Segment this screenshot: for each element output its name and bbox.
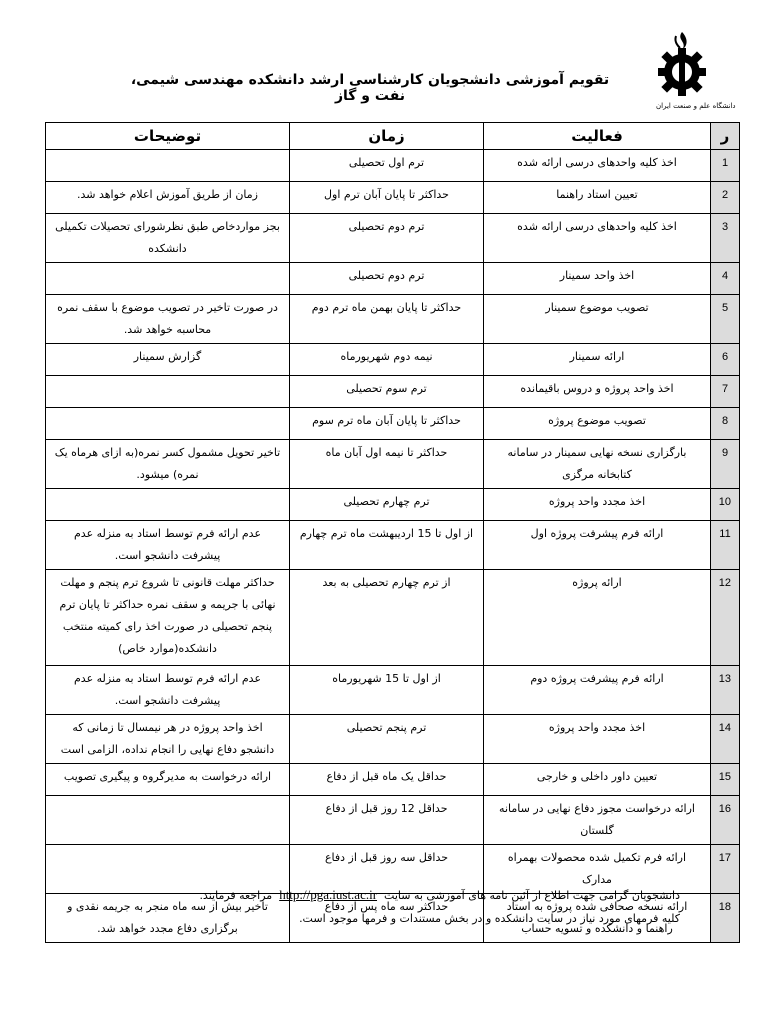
table-row [46,408,740,440]
row-number: 6 [711,344,740,376]
row-activity: اخذ مجدد واحد پروژه [484,715,711,764]
row-number: 10 [711,489,740,521]
row-activity: ارائه درخواست مجوز دفاع نهایی در سامانه گلستان [484,796,711,845]
row-activity: تصویب موضوع پروژه [484,408,711,440]
row-number: 1 [711,150,740,182]
table-row [46,344,740,376]
row-number: 11 [711,521,740,570]
table-row [46,376,740,408]
row-description: حداکثر مهلت قانونی تا شروع ترم پنجم و مهلت نهائی با جریمه و سقف نمره حداکثر تا پایان ترم پنجم تحصیلی در صورت اخذ رای کمیته منتخب دانشکده(موارد خاص) [46,570,290,666]
header-description: توضیحات [46,123,290,150]
row-activity: اخذ واحد سمینار [484,263,711,295]
calendar-table [45,122,740,943]
table-row [46,263,740,295]
row-activity: اخذ مجدد واحد پروژه [484,489,711,521]
row-time: ترم اول تحصیلی [290,150,484,182]
row-time: حداقل یک ماه قبل از دفاع [290,764,484,796]
row-activity: ارائه پروژه [484,570,711,666]
table-row [46,440,740,489]
table-row [46,489,740,521]
table-row [46,150,740,182]
table-header-row [46,123,740,150]
table-row [46,666,740,715]
header-num: ر [711,123,740,150]
row-time: حداکثر تا پایان آبان ترم اول [290,182,484,214]
row-time: ترم دوم تحصیلی [290,263,484,295]
table-row [46,570,740,666]
table-row [46,521,740,570]
row-activity: تعیین استاد راهنما [484,182,711,214]
row-number: 7 [711,376,740,408]
row-activity: اخذ کلیه واحدهای درسی ارائه شده [484,214,711,263]
table-row [46,182,740,214]
row-description: بجز مواردخاص طبق نظرشورای تحصیلات تکمیلی دانشکده [46,214,290,263]
row-description [46,796,290,845]
row-time: از ترم چهارم تحصیلی به بعد [290,570,484,666]
header-activity: فعالیت [484,123,711,150]
row-time: حداقل سه روز قبل از دفاع [290,845,484,894]
row-description [46,263,290,295]
footer-text-before: دانشجویان گرامی جهت اطلاع از آئین نامه های آموزشی به سایت [384,889,680,902]
row-activity: ارائه فرم پیشرفت پروژه اول [484,521,711,570]
row-activity: ارائه فرم پیشرفت پروژه دوم [484,666,711,715]
university-logo [648,28,736,112]
row-activity: تصویب موضوع سمینار [484,295,711,344]
row-time: ترم دوم تحصیلی [290,214,484,263]
row-description [46,489,290,521]
footer-line-1 [60,887,680,903]
footer-text-after: مراجعه فرمایند. [199,889,273,902]
table-row [46,764,740,796]
row-time: حداقل 12 روز قبل از دفاع [290,796,484,845]
row-description: تاخیر بیش از سه ماه منجر به جریمه نقدی و برگزاری دفاع مجدد خواهد شد. [46,894,290,943]
university-gear-torch-logo-icon [648,28,736,112]
site-link[interactable]: http://pga.iust.ac.ir [279,887,378,902]
row-description: عدم ارائه فرم توسط استاد به منزله عدم پیشرفت دانشجو است. [46,521,290,570]
row-activity: ارائه فرم تکمیل شده محصولات بهمراه مدارک [484,845,711,894]
row-number: 8 [711,408,740,440]
row-description: زمان از طریق آموزش اعلام خواهد شد. [46,182,290,214]
row-description: ارائه درخواست به مدیرگروه و پیگیری تصویب [46,764,290,796]
row-description [46,150,290,182]
row-activity: ارائه سمینار [484,344,711,376]
row-number: 12 [711,570,740,666]
row-number: 5 [711,295,740,344]
table-row [46,214,740,263]
row-time: از اول تا 15 شهریورماه [290,666,484,715]
row-description [46,376,290,408]
row-time: حداکثر تا پایان آبان ماه ترم سوم [290,408,484,440]
row-time: ترم پنجم تحصیلی [290,715,484,764]
row-time: حداکثر تا پایان بهمن ماه ترم دوم [290,295,484,344]
row-number: 3 [711,214,740,263]
row-description: گزارش سمینار [46,344,290,376]
row-number: 13 [711,666,740,715]
row-description: اخذ واحد پروژه در هر نیمسال تا زمانی که دانشجو دفاع نهایی را انجام نداده، الزامی است [46,715,290,764]
row-activity: ارائه نسخه صحافی شده پروژه به استاد راهنما و دانشکده و تسویه حساب [484,894,711,943]
table-row [46,295,740,344]
row-time: حداکثر سه ماه پس از دفاع [290,894,484,943]
page-title: تقویم آموزشی دانشجویان کارشناسی ارشد دانشکده مهندسی شیمی، نفت و گاز [130,72,610,104]
row-time: از اول تا 15 اردیبهشت ماه ترم چهارم [290,521,484,570]
row-time: حداکثر تا نیمه اول آبان ماه [290,440,484,489]
row-time: ترم چهارم تحصیلی [290,489,484,521]
row-number: 9 [711,440,740,489]
header-time: زمان [290,123,484,150]
row-description [46,408,290,440]
row-number: 15 [711,764,740,796]
table-row [46,715,740,764]
row-time: ترم سوم تحصیلی [290,376,484,408]
row-number: 16 [711,796,740,845]
row-activity: بارگزاری نسخه نهایی سمینار در سامانه کتابخانه مرگزی [484,440,711,489]
row-number: 4 [711,263,740,295]
row-description: در صورت تاخیر در تصویب موضوع با سقف نمره محاسبه خواهد شد. [46,295,290,344]
row-activity: اخذ کلیه واحدهای درسی ارائه شده [484,150,711,182]
logo-caption: دانشگاه علم و صنعت ایران [656,102,736,110]
row-activity: تعیین داور داخلی و خارجی [484,764,711,796]
row-activity: اخذ واحد پروژه و دروس باقیمانده [484,376,711,408]
footer-line-2: کلیه فرمهای مورد نیاز در سایت دانشکده و در بخش مستندات و فرمها موجود است. [299,912,680,925]
row-number: 18 [711,894,740,943]
row-number: 17 [711,845,740,894]
row-time: نیمه دوم شهریورماه [290,344,484,376]
row-number: 14 [711,715,740,764]
row-description: عدم ارائه فرم توسط استاد به منزله عدم پیشرفت دانشجو است. [46,666,290,715]
table-row [46,796,740,845]
row-number: 2 [711,182,740,214]
row-description: تاخیر تحویل مشمول کسر نمره(به ازای هرماه یک نمره) میشود. [46,440,290,489]
